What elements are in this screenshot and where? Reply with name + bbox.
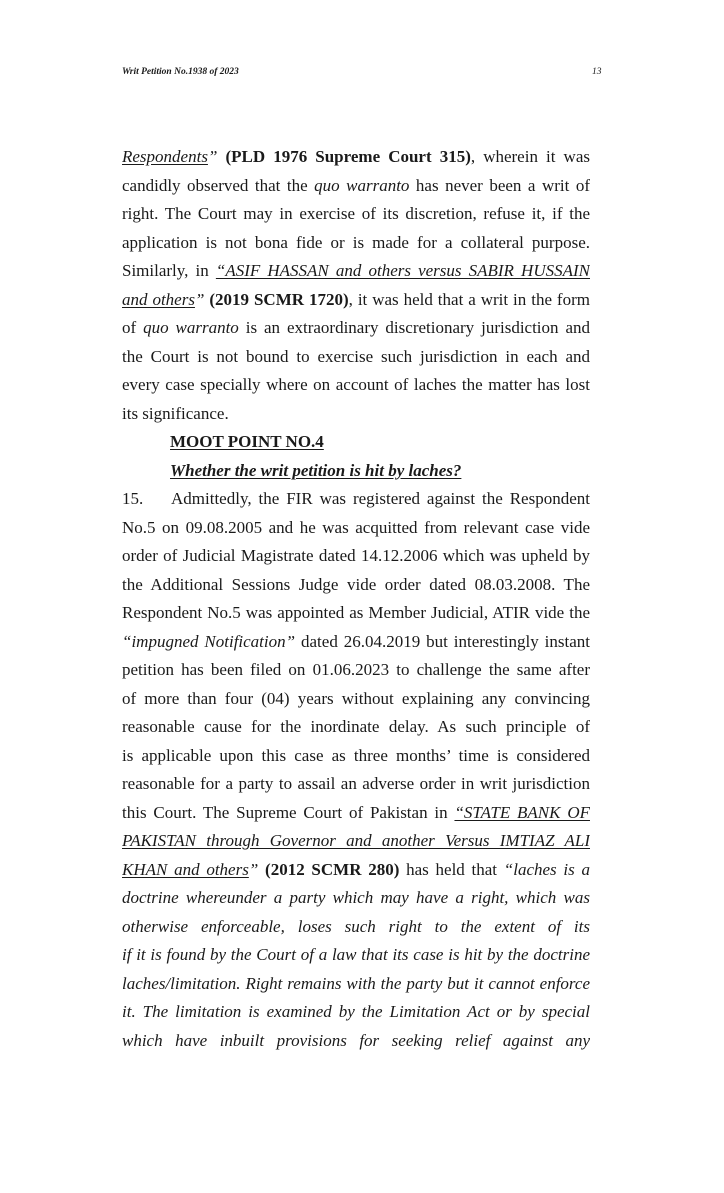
text-segment: , wherein it was [470, 147, 590, 166]
text-line [122, 827, 590, 856]
text-segment: Respondent No.5 was appointed as Member Judicial, ATIR vide the [122, 603, 590, 622]
case-citation: PAKISTAN through Governor and another Versus IMTIAZ ALI [122, 831, 590, 850]
text-line [122, 172, 590, 201]
case-citation: KHAN and others [122, 859, 249, 879]
text-segment: has never been a writ of [409, 175, 590, 195]
text-line [122, 656, 590, 685]
text-segment: order of Judicial Magistrate dated 14.12.2006 which was upheld by [122, 546, 590, 565]
text-segment: its significance. [122, 403, 229, 423]
text-line [122, 941, 590, 970]
text-line [122, 884, 590, 913]
text-segment: Similarly, in [122, 261, 216, 280]
document-body [122, 143, 590, 1055]
text-segment: the Additional Sessions Judge vide order dated 08.03.2008. The [122, 574, 590, 594]
case-title-header: Writ Petition No.1938 of 2023 [122, 67, 239, 77]
text-segment: this Court. The Supreme Court of Pakistan in [122, 802, 455, 822]
text-segment: quo warranto [143, 318, 239, 337]
text-segment: reasonable cause for the inordinate delay. As such principle of [122, 717, 590, 736]
text-segment: application is not bona fide or is made for a collateral purpose. [122, 232, 590, 252]
text-segment: is applicable upon this case as three months’ time is considered [122, 745, 590, 765]
text-segment: petition has been filed on 01.06.2023 to challenge the same after [122, 660, 590, 679]
text-line [122, 713, 590, 742]
text-segment: ” [248, 859, 266, 879]
text-segment: MOOT POINT NO.4 [170, 432, 324, 451]
text-line [122, 856, 590, 885]
text-segment: the Court is not bound to exercise such jurisdiction in each and [122, 346, 590, 366]
law-report-citation: (2012 SCMR 280) [265, 859, 400, 879]
text-segment: which have inbuilt provisions for seeking relief against any [122, 1030, 590, 1050]
text-line [122, 913, 590, 942]
text-segment: “laches is a [503, 859, 590, 879]
text-line [122, 200, 590, 229]
text-line [122, 970, 590, 999]
text-segment: has held that [399, 859, 504, 879]
case-citation: and others [122, 289, 195, 309]
case-citation: “ASIF HASSAN and others versus SABIR HUSSAIN [215, 261, 590, 280]
section-heading [122, 428, 590, 457]
text-line [122, 799, 590, 828]
text-segment: Whether the writ petition is hit by laches? [170, 460, 462, 480]
text-line [122, 599, 590, 628]
text-line [122, 400, 590, 429]
text-line [122, 998, 590, 1027]
text-segment: Admittedly, the FIR was registered against the Respondent [171, 489, 590, 508]
text-segment: dated 26.04.2019 but interestingly instant [295, 631, 590, 651]
text-segment: of [122, 318, 144, 337]
text-segment: No.5 on 09.08.2005 and he was acquitted from relevant case vide [122, 517, 590, 537]
text-line [122, 1027, 590, 1056]
paragraph-number: 15. [122, 489, 144, 508]
text-segment: every case specially where on account of laches the matter has lost [122, 375, 590, 394]
case-citation: “STATE BANK OF [454, 802, 590, 822]
text-line [122, 371, 590, 400]
text-segment: it. The limitation is examined by the Limitation Act or by special [122, 1002, 590, 1021]
text-line [122, 229, 590, 258]
text-segment: reasonable for a party to assail an adverse order in writ jurisdiction [122, 774, 590, 793]
text-line [122, 685, 590, 714]
text-line [122, 742, 590, 771]
text-line [122, 257, 590, 286]
text-line [122, 571, 590, 600]
text-segment: if it is found by the Court of a law that its case is hit by the doctrine [122, 945, 590, 964]
text-segment: ” [207, 147, 226, 166]
text-segment: ” [194, 289, 210, 309]
page-number: 13 [592, 67, 602, 77]
text-line [122, 143, 590, 172]
text-line [122, 314, 590, 343]
text-line [122, 514, 590, 543]
text-line [122, 343, 590, 372]
law-report-citation: (2019 SCMR 1720) [209, 289, 349, 309]
text-line [122, 485, 590, 514]
text-line [122, 286, 590, 315]
text-segment: right. The Court may in exercise of its discretion, refuse it, if the [122, 204, 590, 223]
text-segment: quo warranto [314, 175, 410, 195]
text-line [122, 542, 590, 571]
section-heading [122, 457, 590, 486]
text-segment: laches/limitation. Right remains with the party but it cannot enforce [122, 973, 590, 993]
text-segment: of more than four (04) years without explaining any convincing [122, 688, 590, 708]
text-segment: otherwise enforceable, loses such right to the extent of its [122, 916, 590, 936]
text-segment: “impugned Notification” [122, 631, 296, 651]
text-segment: candidly observed that the [122, 175, 315, 195]
case-citation: Respondents [122, 147, 208, 166]
law-report-citation: (PLD 1976 Supreme Court 315) [225, 147, 471, 166]
text-line [122, 628, 590, 657]
text-segment: , it was held that a writ in the form [348, 289, 590, 309]
text-segment: doctrine whereunder a party which may have a right, which was [122, 888, 590, 907]
text-segment: is an extraordinary discretionary jurisdiction and [238, 318, 590, 337]
text-line [122, 770, 590, 799]
